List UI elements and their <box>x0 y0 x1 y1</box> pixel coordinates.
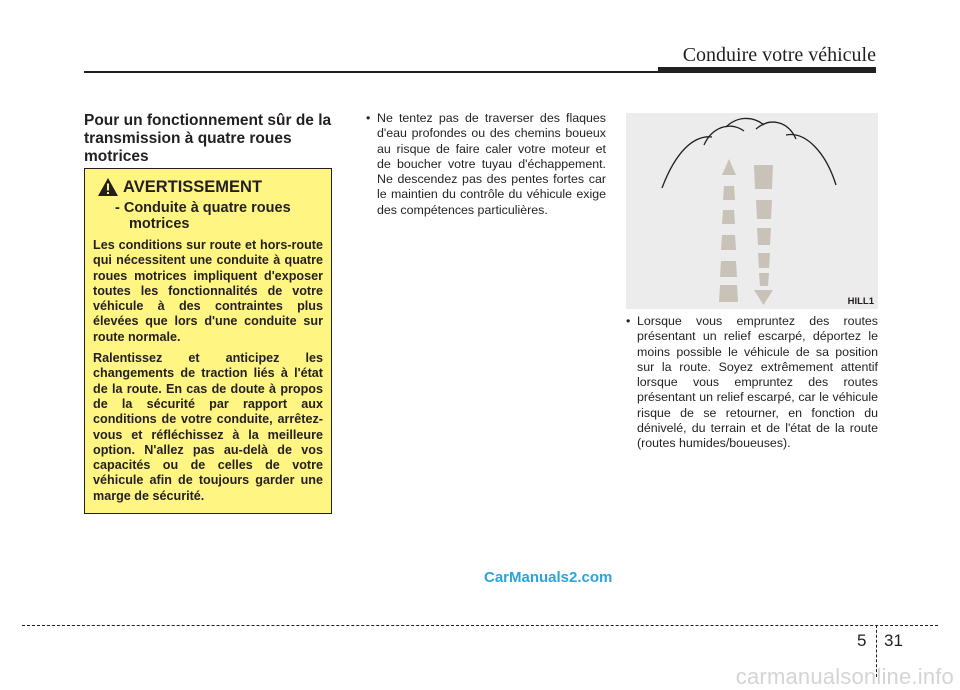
warning-paragraph: Ralentissez et anticipez les changements de traction liés à l'état de la route. En cas de doute à propos de la sécurité par rapport aux conditions de votre conduite, arrêtez-vous et réfléchissez à la meilleure option. N'allez pas au-delà de vos capacités ou de celles de votre véhicule afin de toujours garder une marge de sécurité. <box>93 351 323 503</box>
bullet-list-right <box>626 314 878 452</box>
footer-rule <box>22 625 938 626</box>
bullet-marker: • <box>366 111 371 125</box>
bullet-text: Ne tentez pas de traverser des flaques d'eau profondes ou des chemins boueux au risque de faire caler votre moteur et de boucher votre tuyau d'échappement. Ne descendez pas des pentes fortes car le maintien du contrôle du véhicule exige des compétences particulières. <box>377 111 606 217</box>
header-title: Conduire votre véhicule <box>682 44 876 66</box>
hill-arrows-illustration <box>626 113 878 309</box>
arrow-down-icon <box>754 165 773 305</box>
chapter-number: 5 <box>857 631 867 650</box>
site-watermark: carmanualsonline.info <box>735 664 954 689</box>
page-number: 31 <box>884 631 903 650</box>
watermark-link[interactable]: CarManuals2.com <box>484 569 613 586</box>
warning-header <box>93 177 323 197</box>
warning-subtitle: - Conduite à quatre roues motrices <box>115 200 291 232</box>
bullet-text: Lorsque vous empruntez des routes présentant un relief escarpé, déportez le moins possible le véhicule de sa position sur la route. Soyez extrêmement attentif lorsque vous empruntez des routes présentant un relief escarpé, car le véhicule risque de se retourner, en fonction du dénivelé, du terrain et de l'état de la route (routes humides/boueuses). <box>637 314 878 451</box>
bullet-item <box>366 111 606 218</box>
section-heading: Pour un fonctionnement sûr de la transmission à quatre roues motrices <box>84 112 332 165</box>
warning-triangle-icon <box>97 177 119 197</box>
arrow-up-icon <box>719 159 738 302</box>
figure-label: HILL1 <box>847 296 874 307</box>
bullet-marker: • <box>626 314 631 328</box>
warning-title: AVERTISSEMENT <box>123 177 263 196</box>
figure-hill-illustration <box>626 113 878 309</box>
warning-paragraph: Les conditions sur route et hors-route qui nécessitent une conduite à quatre roues motrices impliquent d'exposer toutes les fonctionnalités de votre véhicule à des contraintes plus élevées que lors d'une conduite sur route normale. <box>93 238 323 344</box>
hill-outline <box>662 118 836 188</box>
bullet-list-mid <box>366 111 606 218</box>
header-rule-accent <box>658 67 876 73</box>
bullet-item <box>626 314 878 452</box>
warning-box <box>84 168 332 514</box>
